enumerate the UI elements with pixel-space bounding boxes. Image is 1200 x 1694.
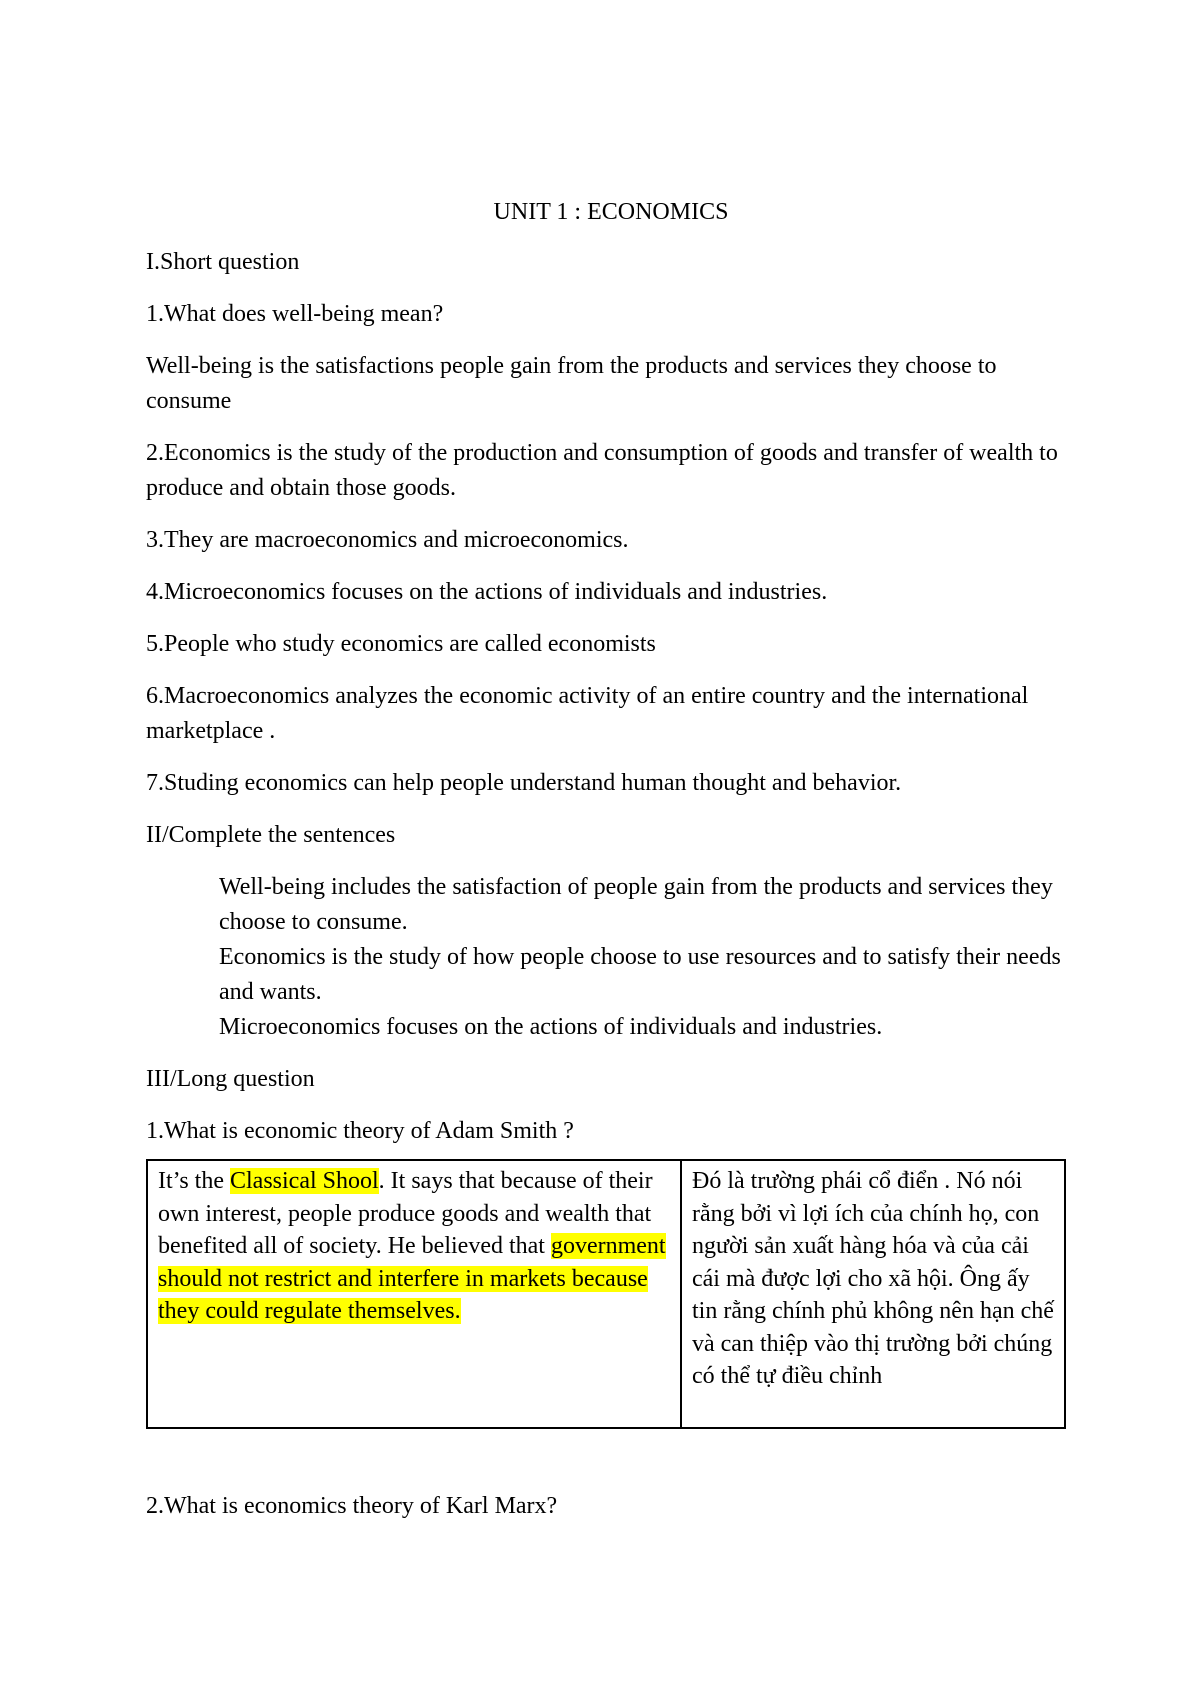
highlighted-text: Classical Shool [230,1168,379,1194]
answer-6: 6.Macroeconomics analyzes the economic activity of an entire country and the international marketplace . [146,683,1029,744]
answer-text: It’s the [158,1168,230,1194]
answer-5: 5.People who study economics are called economists [146,631,656,657]
table-row [147,1160,1065,1428]
english-answer-cell [147,1160,681,1428]
completed-sentence-1: Well-being includes the satisfaction of people gain from the products and services they choose to consume. [219,874,1053,935]
answer-text: . It says that because of their own interest, people produce goods and wealth that benefited all of society. He believed that [158,1168,653,1259]
answer-3: 3.They are macroeconomics and microeconomics. [146,527,629,553]
completed-sentences [219,870,1076,1045]
long-question-1: 1.What is economic theory of Adam Smith ? [146,1118,574,1144]
long-question-2: 2.What is economics theory of Karl Marx? [146,1493,558,1519]
completed-sentence-3: Microeconomics focuses on the actions of individuals and industries. [219,1014,883,1040]
document-page [146,195,1076,1541]
vietnamese-translation-cell: Đó là trường phái cổ điển . Nó nói rằng bởi vì lợi ích của chính họ, con người sản xuất hàng hóa và của cải cái mà được lợi cho xã hội. Ông ấy tin rằng chính phủ không nên hạn chế và can thiệp vào thị trường bởi chúng có thể tự điều chỉnh [681,1160,1065,1428]
adam-smith-answer-table [146,1159,1066,1429]
answer-4: 4.Microeconomics focuses on the actions of individuals and industries. [146,579,828,605]
page-title: UNIT 1 : ECONOMICS [493,199,729,225]
highlighted-text: government should not restrict and interfere in markets because they could regulate themselves. [158,1233,666,1324]
question-1: 1.What does well-being mean? [146,301,444,327]
section-heading-short-question: I.Short question [146,249,300,275]
answer-7: 7.Studing economics can help people understand human thought and behavior. [146,770,902,796]
answer-2: 2.Economics is the study of the production and consumption of goods and transfer of wealth to produce and obtain those goods. [146,440,1058,501]
section-heading-complete-sentences: II/Complete the sentences [146,822,396,848]
section-heading-long-question: III/Long question [146,1066,315,1092]
answer-1: Well-being is the satisfactions people gain from the products and services they choose to consume [146,353,997,414]
completed-sentence-2: Economics is the study of how people choose to use resources and to satisfy their needs and wants. [219,944,1061,1005]
